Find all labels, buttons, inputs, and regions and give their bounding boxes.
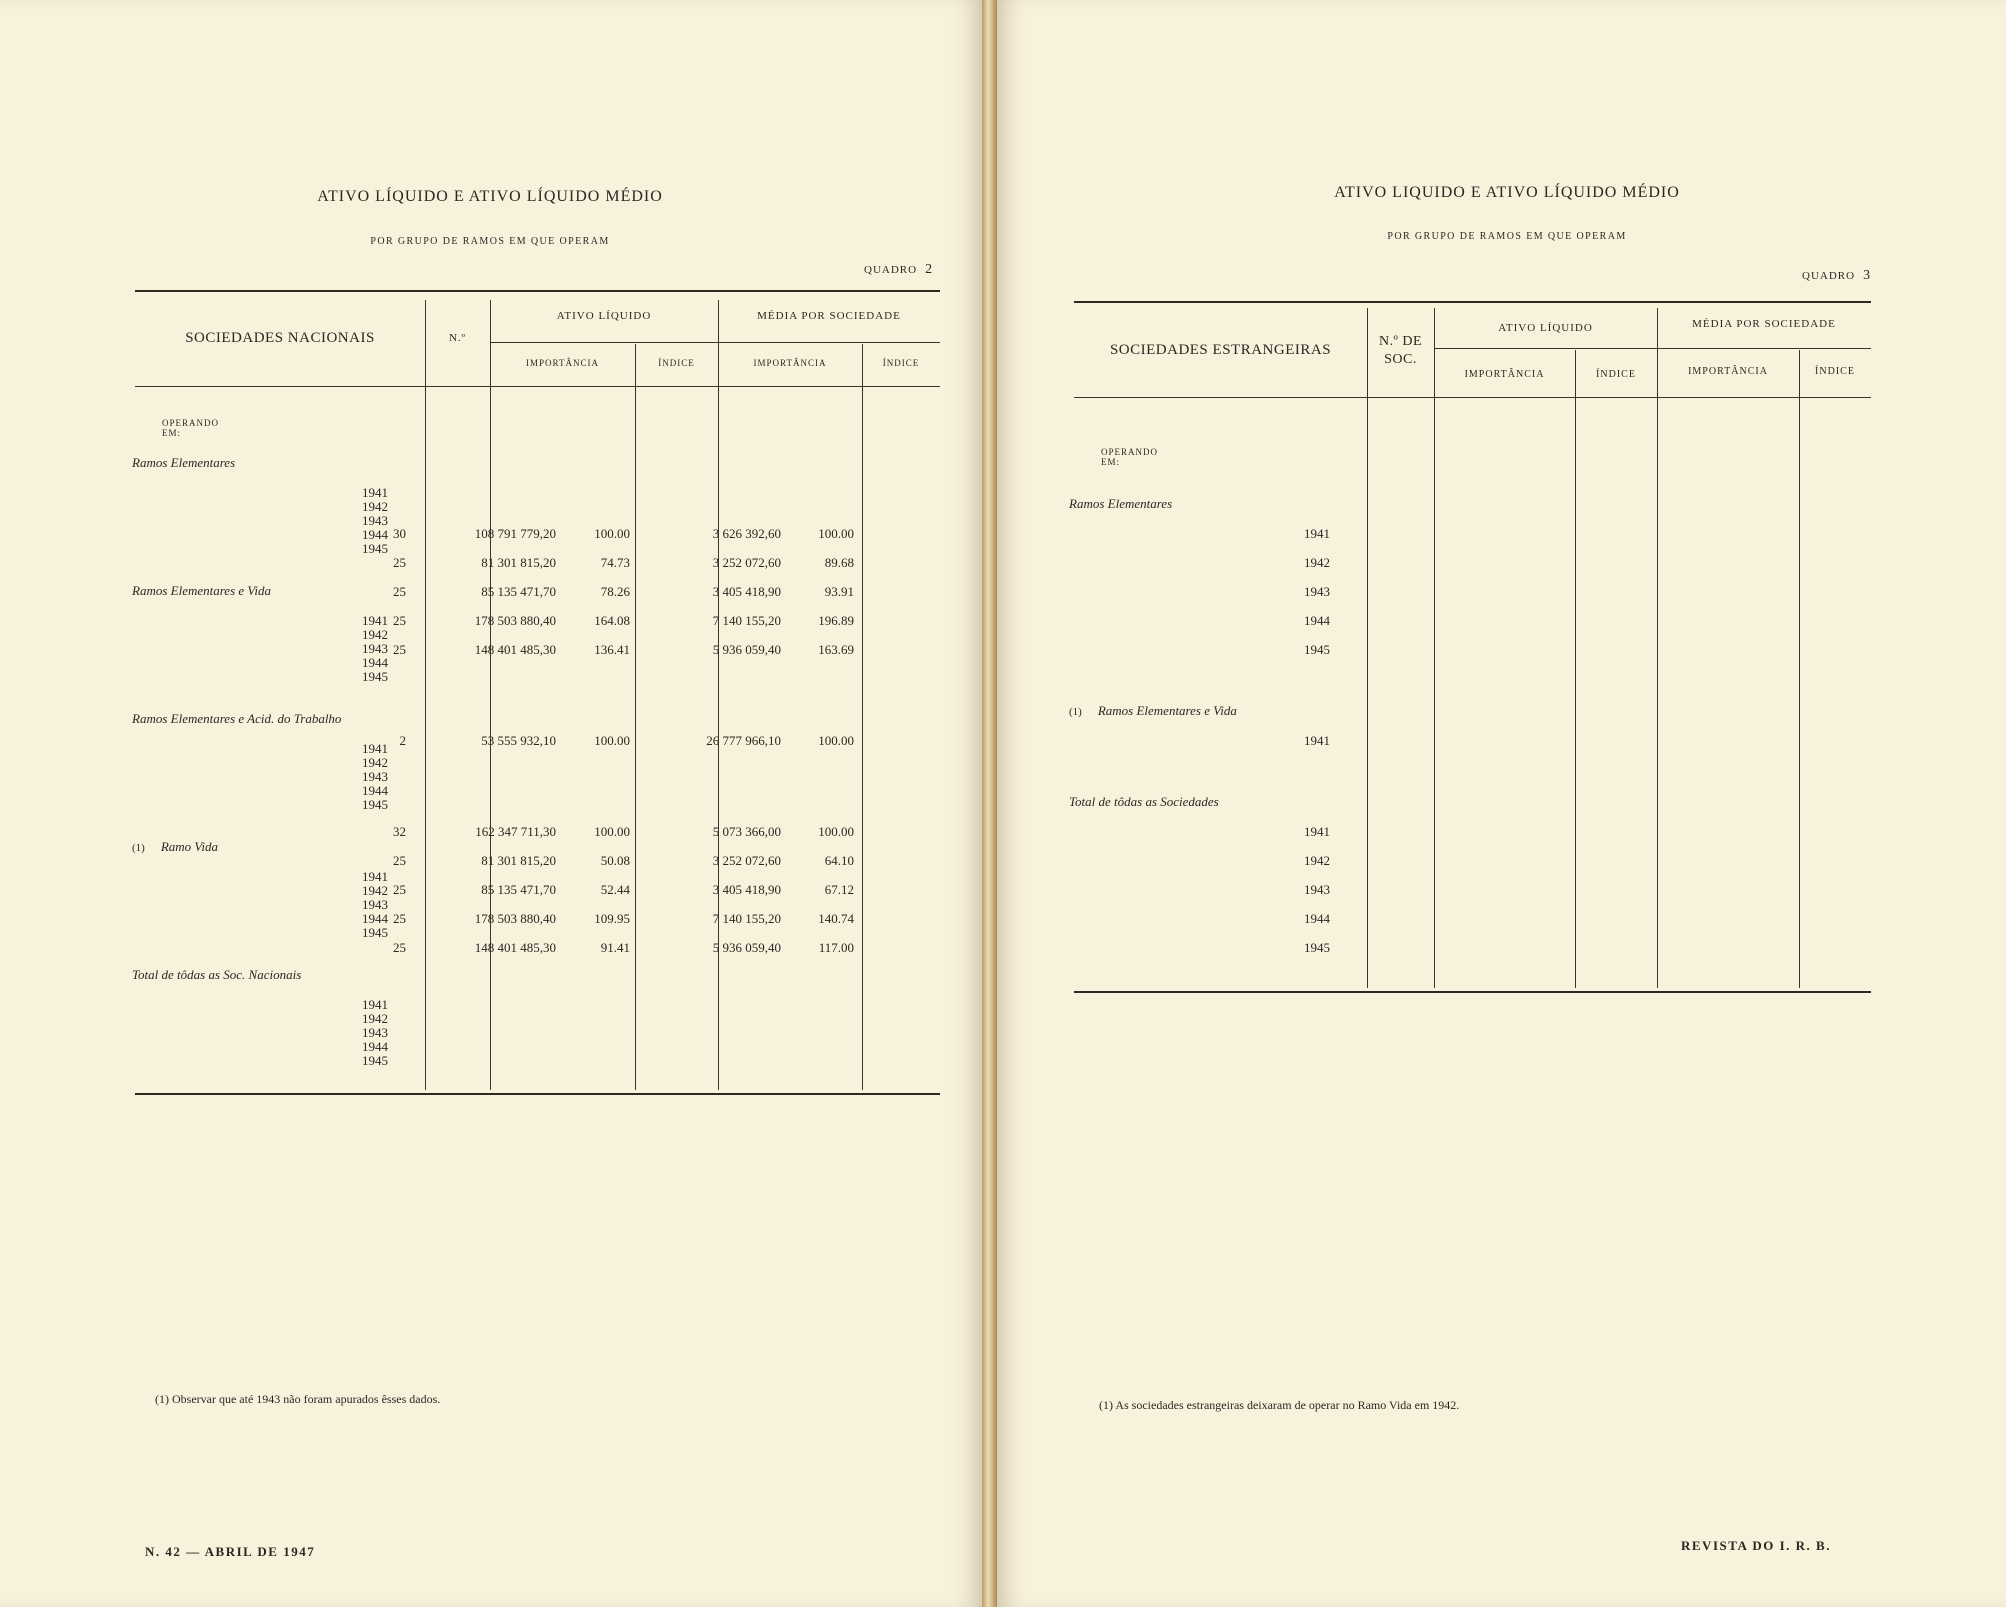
row-media-indice: 100.00 [818, 526, 854, 541]
left-header-media: MÉDIA POR SOCIEDADE [757, 310, 901, 322]
row-indice: 91.41 [600, 940, 630, 955]
right-page-footer: REVISTA DO I. R. B. [1681, 1538, 1831, 1553]
row-media-indice: 67.12 [824, 882, 854, 897]
row-importancia: 148 401 485,30 [474, 642, 556, 657]
row-year: 1941 [1304, 733, 1330, 748]
row-media-importancia: 3 405 418,90 [712, 584, 781, 599]
row-count: 25 [393, 642, 406, 657]
row-year: 1943 [362, 641, 388, 656]
left-footnote: (1) Observar que até 1943 não foram apurados êsses dados. [155, 1392, 441, 1406]
group-label [132, 583, 271, 599]
row-media-importancia: 26 777 966,10 [706, 733, 781, 748]
right-footnote: (1) As sociedades estrangeiras deixaram de operar no Ramo Vida em 1942. [1099, 1398, 1460, 1412]
row-year: 1942 [362, 755, 388, 770]
row-year: 1942 [362, 883, 388, 898]
row-year: 1944 [362, 655, 388, 670]
row-media-importancia: 5 073 366,00 [712, 824, 781, 839]
left-quadro-number: 2 [925, 262, 934, 277]
row-count: 25 [393, 555, 406, 570]
group-label-text: Ramos Elementares e Vida [132, 583, 271, 598]
row-year: 1944 [1304, 613, 1330, 628]
row-indice: 100.00 [594, 733, 630, 748]
row-year: 1945 [1304, 940, 1330, 955]
right-header-indice: ÍNDICE [1596, 369, 1636, 380]
right-header-importancia: IMPORTÂNCIA [1464, 369, 1545, 380]
row-importancia: 162 347 711,30 [475, 824, 556, 839]
row-indice: 78.26 [600, 584, 630, 599]
row-indice: 100.00 [594, 526, 630, 541]
left-quadro [864, 262, 933, 278]
row-year: 1945 [362, 669, 388, 684]
right-title: ATIVO LIQUIDO E ATIVO LÍQUIDO MÉDIO [1334, 184, 1680, 201]
right-quadro [1802, 268, 1871, 284]
row-importancia: 178 503 880,40 [474, 911, 556, 926]
group-label-text: Total de tôdas as Soc. Nacionais [132, 967, 302, 982]
left-page-footer: N. 42 — ABRIL DE 1947 [145, 1544, 316, 1559]
row-importancia: 81 301 815,20 [481, 853, 556, 868]
row-year: 1945 [362, 541, 388, 556]
row-media-indice: 100.00 [818, 824, 854, 839]
row-year: 1944 [1304, 911, 1330, 926]
book-gutter [982, 0, 997, 1607]
row-media-importancia: 3 626 392,60 [712, 526, 781, 541]
row-count: 2 [399, 733, 406, 748]
row-year: 1943 [362, 513, 388, 528]
left-header-indice: ÍNDICE [658, 358, 695, 368]
row-importancia: 85 135 471,70 [481, 882, 556, 897]
right-header-count-line2: SOC. [1384, 352, 1417, 367]
row-count: 25 [393, 911, 406, 926]
left-header-count: N.º [448, 332, 467, 344]
left-header-importancia: IMPORTÂNCIA [526, 358, 599, 368]
row-year: 1943 [362, 897, 388, 912]
row-year: 1943 [1304, 882, 1330, 897]
row-year: 1943 [362, 1025, 388, 1040]
row-media-indice: 64.10 [824, 853, 854, 868]
row-indice: 52.44 [600, 882, 630, 897]
group-label [1069, 496, 1172, 512]
row-year: 1944 [362, 527, 388, 542]
footnote-marker: (1) [132, 842, 145, 854]
row-year: 1941 [362, 613, 388, 628]
row-importancia: 178 503 880,40 [474, 613, 556, 628]
group-label [132, 455, 235, 471]
right-quadro-number: 3 [1863, 268, 1872, 283]
group-label [1069, 703, 1237, 719]
row-year: 1943 [362, 769, 388, 784]
right-header-entity: SOCIEDADES ESTRANGEIRAS [1109, 342, 1332, 358]
row-year: 1944 [362, 911, 388, 926]
row-media-indice: 163.69 [818, 642, 854, 657]
row-year: 1941 [362, 997, 388, 1012]
right-header-count-line1: N.º DE [1378, 334, 1423, 349]
row-indice: 100.00 [594, 824, 630, 839]
row-media-importancia: 7 140 155,20 [712, 911, 781, 926]
row-importancia: 108 791 779,20 [474, 526, 556, 541]
row-year: 1945 [362, 797, 388, 812]
group-label [1069, 794, 1219, 810]
group-label-text: Ramo Vida [160, 839, 218, 854]
row-media-importancia: 5 936 059,40 [712, 940, 781, 955]
left-header-media-importancia: IMPORTÂNCIA [753, 358, 827, 368]
row-media-indice: 100.00 [818, 733, 854, 748]
row-year: 1941 [1304, 526, 1330, 541]
group-label [132, 711, 341, 727]
left-header-media-indice: ÍNDICE [882, 358, 920, 368]
row-count: 25 [393, 613, 406, 628]
group-label-text: Ramos Elementares [1069, 496, 1173, 511]
right-subtitle: POR GRUPO DE RAMOS EM QUE OPERAM [1387, 231, 1627, 242]
group-label-text: Total de tôdas as Sociedades [1069, 794, 1219, 809]
right-header-ativo: ATIVO LÍQUIDO [1498, 322, 1593, 334]
right-header-media-indice: ÍNDICE [1815, 366, 1855, 377]
row-count: 25 [393, 853, 406, 868]
row-year: 1941 [1304, 824, 1330, 839]
row-media-indice: 117.00 [818, 940, 854, 955]
left-header-entity: SOCIEDADES NACIONAIS [185, 330, 375, 346]
group-label-text: Ramos Elementares e Vida [1097, 703, 1237, 718]
row-importancia: 53 555 932,10 [481, 733, 556, 748]
row-indice: 109.95 [594, 911, 630, 926]
row-count: 25 [393, 584, 406, 599]
right-operando: OPERANDO EM: [1101, 447, 1159, 467]
row-year: 1942 [1304, 853, 1330, 868]
row-media-importancia: 5 936 059,40 [712, 642, 781, 657]
group-label [132, 967, 301, 983]
row-year: 1945 [362, 1053, 388, 1068]
row-year: 1945 [1304, 642, 1330, 657]
row-media-importancia: 3 252 072,60 [712, 555, 781, 570]
row-indice: 74.73 [600, 555, 630, 570]
row-media-indice: 196.89 [818, 613, 854, 628]
right-header-media: MÉDIA POR SOCIEDADE [1692, 318, 1836, 330]
footnote-marker: (1) [1069, 706, 1082, 718]
row-media-importancia: 3 405 418,90 [712, 882, 781, 897]
left-header-ativo: ATIVO LÍQUIDO [556, 310, 652, 322]
group-label-text: Ramos Elementares e Acid. do Trabalho [132, 711, 342, 726]
row-year: 1944 [362, 783, 388, 798]
row-media-importancia: 3 252 072,60 [712, 853, 781, 868]
left-subtitle: POR GRUPO DE RAMOS EM QUE OPERAM [370, 236, 610, 247]
row-year: 1942 [362, 499, 388, 514]
row-year: 1942 [362, 627, 388, 642]
row-year: 1942 [362, 1011, 388, 1026]
group-label [132, 839, 218, 855]
left-quadro-label: QUADRO [864, 264, 918, 276]
right-header-media-importancia: IMPORTÂNCIA [1688, 366, 1768, 377]
row-year: 1944 [362, 1039, 388, 1054]
left-page [0, 0, 982, 1607]
row-year: 1941 [362, 741, 388, 756]
row-media-indice: 89.68 [824, 555, 854, 570]
row-importancia: 148 401 485,30 [474, 940, 556, 955]
row-media-importancia: 7 140 155,20 [712, 613, 781, 628]
row-media-indice: 140.74 [818, 911, 854, 926]
row-year: 1943 [1304, 584, 1330, 599]
row-year: 1942 [1304, 555, 1330, 570]
row-year: 1941 [362, 485, 388, 500]
row-media-indice: 93.91 [824, 584, 854, 599]
left-title: ATIVO LÍQUIDO E ATIVO LÍQUIDO MÉDIO [317, 188, 663, 205]
row-indice: 50.08 [600, 853, 630, 868]
row-indice: 136.41 [594, 642, 630, 657]
row-year: 1941 [362, 869, 388, 884]
row-count: 30 [393, 526, 406, 541]
row-count: 25 [393, 940, 406, 955]
row-indice: 164.08 [594, 613, 630, 628]
group-label-text: Ramos Elementares [132, 455, 236, 470]
row-importancia: 81 301 815,20 [481, 555, 556, 570]
row-importancia: 85 135 471,70 [481, 584, 556, 599]
row-year: 1945 [362, 925, 388, 940]
right-quadro-label: QUADRO [1802, 270, 1856, 282]
row-count: 25 [393, 882, 406, 897]
row-count: 32 [393, 824, 406, 839]
left-operando: OPERANDO EM: [162, 418, 220, 438]
